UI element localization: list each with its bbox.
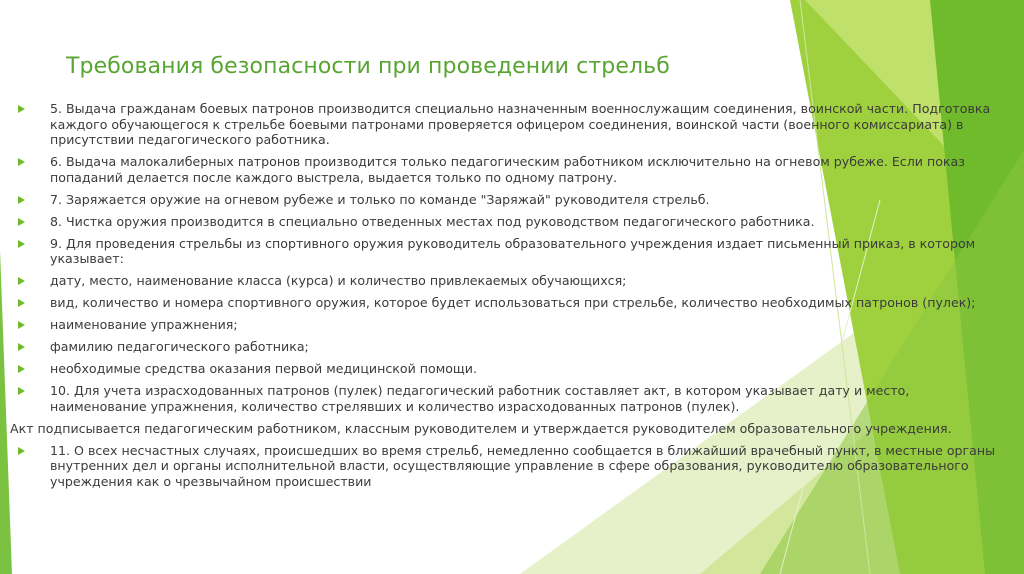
list-item — [10, 101, 1000, 148]
list-item — [10, 154, 1000, 185]
triangle-bullet-icon — [18, 105, 25, 113]
plain-paragraph — [10, 421, 1000, 437]
list-item — [10, 317, 1000, 333]
list-item — [10, 273, 1000, 289]
triangle-bullet-icon — [18, 447, 25, 455]
list-item-text: 6. Выдача малокалиберных патронов производится только педагогическим работником исключительно на огневом рубеже. Если показ попаданий делается после каждого выстрела, выдается только по одному патрону. — [50, 154, 965, 185]
triangle-bullet-icon — [18, 343, 25, 351]
list-item — [10, 383, 1000, 414]
list-item — [10, 443, 1000, 490]
slide-title: Требования безопасности при проведении стрельб — [66, 54, 670, 79]
list-item-text: 5. Выдача гражданам боевых патронов производится специально назначенным военнослужащим соединения, воинской части. Подготовка каждого обучающегося к стрельбе боевыми патронами проверяется офицером соединения, воинской части (военного комиссариата) в присутствии педагогического работника. — [50, 101, 991, 147]
triangle-bullet-icon — [18, 196, 25, 204]
list-item — [10, 192, 1000, 208]
slide-body — [10, 101, 1000, 496]
list-item-text: необходимые средства оказания первой медицинской помощи. — [50, 361, 477, 376]
triangle-bullet-icon — [18, 365, 25, 373]
triangle-bullet-icon — [18, 158, 25, 166]
paragraph-text: Акт подписывается педагогическим работником, классным руководителем и утверждается руководителем образовательного учреждения. — [10, 420, 952, 436]
triangle-bullet-icon — [18, 277, 25, 285]
list-item-text: 9. Для проведения стрельбы из спортивного оружия руководитель образовательного учреждения издает письменный приказ, в котором указывает: — [50, 235, 976, 266]
list-item-text: фамилию педагогического работника; — [50, 339, 309, 354]
triangle-bullet-icon — [18, 299, 25, 307]
list-item-text: 10. Для учета израсходованных патронов (пулек) педагогический работник составляет акт, в котором указывает дату и место, наименование упражнения, количество стрелявших и количество израсходованных патронов (пулек). — [50, 383, 910, 414]
list-item-text: вид, количество и номера спортивного оружия, которое будет использоваться при стрельбе, количество необходимых патронов (пулек); — [50, 295, 976, 310]
list-item — [10, 339, 1000, 355]
triangle-bullet-icon — [18, 387, 25, 395]
list-item-text: 11. О всех несчастных случаях, происшедших во время стрельб, немедленно сообщается в ближайший врачебный пункт, в местные органы внутренних дел и органы исполнительной власти, осуществляющие управление в сфере образования, руководителю образовательного учреждения как о чрезвычайном происшествии — [50, 442, 996, 489]
list-item — [10, 214, 1000, 230]
list-item — [10, 295, 1000, 311]
list-item-text: 8. Чистка оружия производится в специально отведенных местах под руководством педагогического работника. — [50, 213, 815, 229]
list-item-text: 7. Заряжается оружие на огневом рубеже и только по команде "Заряжай" руководителя стрельб. — [50, 191, 710, 207]
triangle-bullet-icon — [18, 218, 25, 226]
list-item — [10, 236, 1000, 267]
list-item-text: наименование упражнения; — [50, 317, 238, 332]
triangle-bullet-icon — [18, 321, 25, 329]
list-item — [10, 361, 1000, 377]
list-item-text: дату, место, наименование класса (курса) и количество привлекаемых обучающихся; — [50, 273, 627, 288]
triangle-bullet-icon — [18, 240, 25, 248]
